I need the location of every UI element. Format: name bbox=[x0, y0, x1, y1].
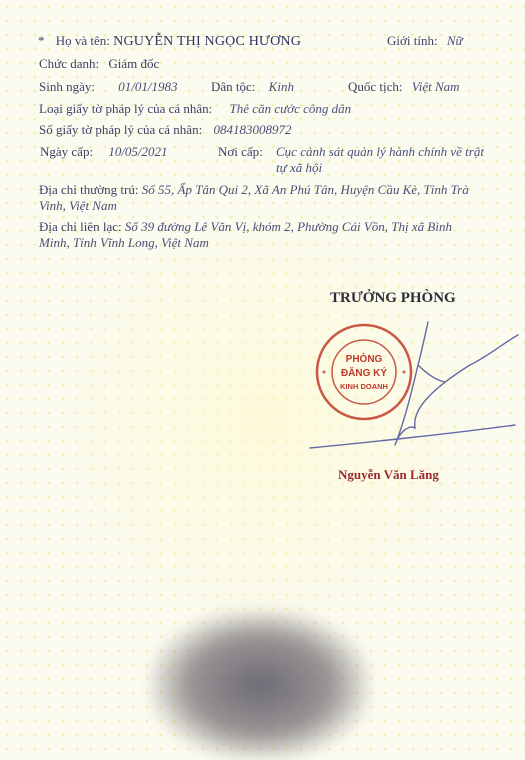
ethnicity-value: Kinh bbox=[268, 79, 294, 94]
gender-label: Giới tính: bbox=[387, 33, 438, 48]
permanent-address-label: Địa chỉ thường trú: bbox=[39, 182, 139, 197]
bullet: * bbox=[38, 33, 45, 48]
row-ethnicity bbox=[211, 79, 294, 95]
ethnicity-label: Dân tộc: bbox=[211, 79, 256, 94]
contact-address-label: Địa chỉ liên lạc: bbox=[39, 219, 122, 234]
redacted-photo-area bbox=[150, 610, 370, 760]
issue-place-label: Nơi cấp: bbox=[218, 144, 263, 159]
seal-line-3: KINH DOANH bbox=[340, 382, 388, 391]
row-gender bbox=[387, 33, 463, 49]
row-doc-type bbox=[39, 101, 351, 117]
position-value: Giám đốc bbox=[108, 56, 160, 71]
issue-date-value: 10/05/2021 bbox=[108, 144, 168, 159]
handwritten-signature bbox=[300, 310, 525, 460]
signature-title: TRƯỞNG PHÒNG bbox=[330, 290, 456, 306]
row-nationality bbox=[348, 79, 460, 95]
nationality-value: Việt Nam bbox=[411, 79, 460, 94]
dob-label: Sinh ngày: bbox=[39, 79, 95, 94]
doc-type-label: Loại giấy tờ pháp lý của cá nhân: bbox=[39, 101, 213, 116]
dob-value: 01/01/1983 bbox=[118, 79, 178, 94]
row-permanent-address bbox=[39, 182, 479, 214]
name-value: NGUYỄN THỊ NGỌC HƯƠNG bbox=[113, 34, 302, 49]
row-name bbox=[38, 33, 301, 50]
row-position bbox=[39, 56, 159, 72]
gender-value: Nữ bbox=[446, 33, 463, 48]
row-doc-number bbox=[39, 122, 291, 138]
signer-name: Nguyễn Văn Lăng bbox=[338, 467, 439, 482]
name-label: Họ và tên: bbox=[55, 33, 110, 48]
row-dob bbox=[39, 79, 177, 95]
contact-address-value: Số 39 đường Lê Văn Vị, khóm 2, Phường Cái Vồn, Thị xã Bình Minh, Tỉnh Vĩnh Long, Việt Nam bbox=[39, 219, 452, 250]
doc-number-value: 084183008972 bbox=[213, 122, 292, 137]
doc-type-value: Thẻ căn cước công dân bbox=[229, 101, 352, 116]
position-label: Chức danh: bbox=[39, 56, 100, 71]
issue-place-value: Cục cảnh sát quản lý hành chính về trật tự xã hội bbox=[276, 144, 484, 175]
row-contact-address bbox=[39, 219, 479, 251]
seal-line-1: PHÒNG bbox=[345, 354, 383, 365]
doc-number-label: Số giấy tờ pháp lý của cá nhân: bbox=[39, 122, 203, 137]
permanent-address-value: Số 55, Ấp Tân Qui 2, Xã An Phú Tân, Huyện Cầu Kè, Tỉnh Trà Vinh, Việt Nam bbox=[39, 182, 469, 213]
row-issue-date bbox=[40, 144, 168, 160]
issue-date-label: Ngày cấp: bbox=[40, 144, 94, 159]
seal-line-2: ĐĂNG KÝ bbox=[340, 368, 388, 379]
nationality-label: Quốc tịch: bbox=[348, 79, 403, 94]
